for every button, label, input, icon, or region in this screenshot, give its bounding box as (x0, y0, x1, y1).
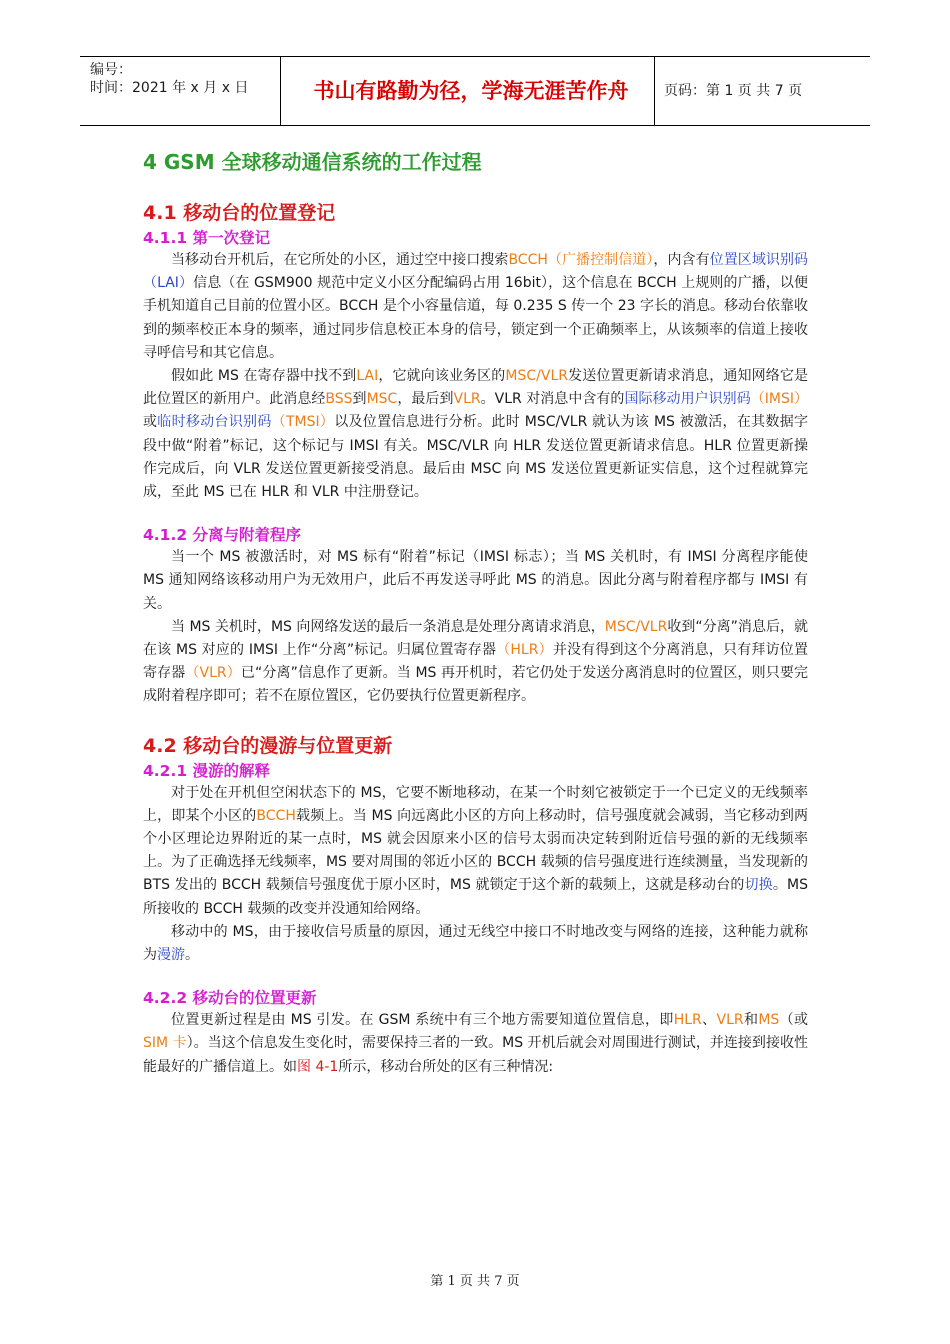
paragraph: 移动中的 MS，由于接收信号质量的原因，通过无线空中接口不时地改变与网络的连接，这种能力就称为漫游。 (143, 923, 808, 964)
subsection-heading-4-1-1: 4.1.1 第一次登记 (143, 229, 271, 247)
time-label: 时间：2021 年 x 月 x 日 (90, 80, 249, 96)
document-body (143, 140, 808, 1079)
header-divider (280, 57, 281, 125)
paragraph: 假如此 MS 在寄存器中找不到LAI，它就向该业务区的MSC/VLR发送位置更新请求消息，通知网络它是此位置区的新用户。此消息经BSS到MSC，最后到VLR。VLR 对消息中含有的国际移动用户识别码（IMSI）或临时移动台识别码（TMSI）以及位置信息进行分析。此时 MSC/VLR 就认为该 MS 被激活，在其数据字段中做“附着”标记，这个标记与 IMSI 有关。MSC/VLR 向 HLR 发送位置更新请求信息。HLR 位置更新操作完成后，向 VLR 发送位置更新接受消息。最后由 MSC 向 MS 发送位置更新证实信息，这个过程就算完成，至此 MS 已在 HLR 和 VLR 中注册登记。 (143, 368, 809, 501)
page-header (80, 56, 870, 126)
subsection-heading-4-1-2: 4.1.2 分离与附着程序 (143, 526, 302, 545)
header-meta (90, 61, 280, 97)
header-divider (654, 57, 655, 125)
header-page-info: 页码：第 1 页 共 7 页 (664, 83, 803, 99)
page-footer: 第 1 页 共 7 页 (430, 1274, 520, 1289)
paragraph: 当 MS 关机时，MS 向网络发送的最后一条消息是处理分离请求消息，MSC/VLR收到“分离”消息后，就在该 MS 对应的 IMSI 上作“分离”标记。归属位置寄存器（HLR）并没有得到这个分离消息，只有拜访位置寄存器（VLR）已“分离”信息作了更新。当 MS 再开机时，若它仍处于发送分离消息时的位置区，则只要完成附着程序即可；若不在原位置区，它仍要执行位置更新程序。 (143, 618, 809, 705)
paragraph: 当移动台开机后，在它所处的小区，通过空中接口搜索BCCH（广播控制信道），内含有位置区域识别码（LAI）信息（在 GSM900 规范中定义小区分配编码占用 16bit），这个信息在 BCCH 上规则的广播，以便手机知道自己目前的位置小区。BCCH 是个小容量信道，每 0.235 S 传一个 23 字长的消息。移动台依靠收到的频率校正本身的频率，通过同步信息校正本身的信号，锁定到一个正确频率上，从该频率的信道上接收寻呼信号和其它信息。 (143, 252, 809, 361)
paragraph: 对于处在开机但空闲状态下的 MS，它要不断地移动，在某一个时刻它被锁定于一个已定义的无线频率上，即某个小区的BCCH载频上。当 MS 向远离此小区的方向上移动时，信号强度就会减弱，当它移动到两个小区理论边界附近的某一点时，MS 就会因原来小区的信号太弱而决定转到附近信号强的新的无线频率上。为了正确选择无线频率，MS 要对周围的邻近小区的 BCCH 载频的信号强度进行连续测量，当发现新的 BTS 发出的 BCCH 载频信号强度优于原小区时，MS 就锁定于这个新的载频上，这就是移动台的切换。MS 所接收的 BCCH 载频的改变并没通知给网络。 (143, 784, 809, 917)
chapter-title: 4 GSM 全球移动通信系统的工作过程 (143, 150, 482, 174)
subsection-heading-4-2-2: 4.2.2 移动台的位置更新 (143, 989, 317, 1008)
subsection-heading-4-2-1: 4.2.1 漫游的解释 (143, 761, 271, 780)
section-heading-4-2: 4.2 移动台的漫游与位置更新 (143, 734, 393, 757)
header-motto: 书山有路勤为径，学海无涯苦作舟 (313, 79, 629, 103)
number-label: 编号： (90, 62, 132, 78)
paragraph: 当一个 MS 被激活时，对 MS 标有“附着”标记（IMSI 标志）；当 MS 关机时，有 IMSI 分离程序能使 MS 通知网络该移动用户为无效用户，此后不再发送寻呼此 MS 的消息。因此分离与附着程序都与 IMSI 有关。 (143, 549, 808, 612)
section-heading-4-1: 4.1 移动台的位置登记 (143, 202, 336, 224)
paragraph: 位置更新过程是由 MS 引发。在 GSM 系统中有三个地方需要知道位置信息，即HLR、VLR和MS（或SIM 卡）。当这个信息发生变化时，需要保持三者的一致。MS 开机后就会对周围进行测试，并连接到接收性能最好的广播信道上。如图 4-1所示，移动台所处的区有三种情况: (143, 1012, 809, 1075)
